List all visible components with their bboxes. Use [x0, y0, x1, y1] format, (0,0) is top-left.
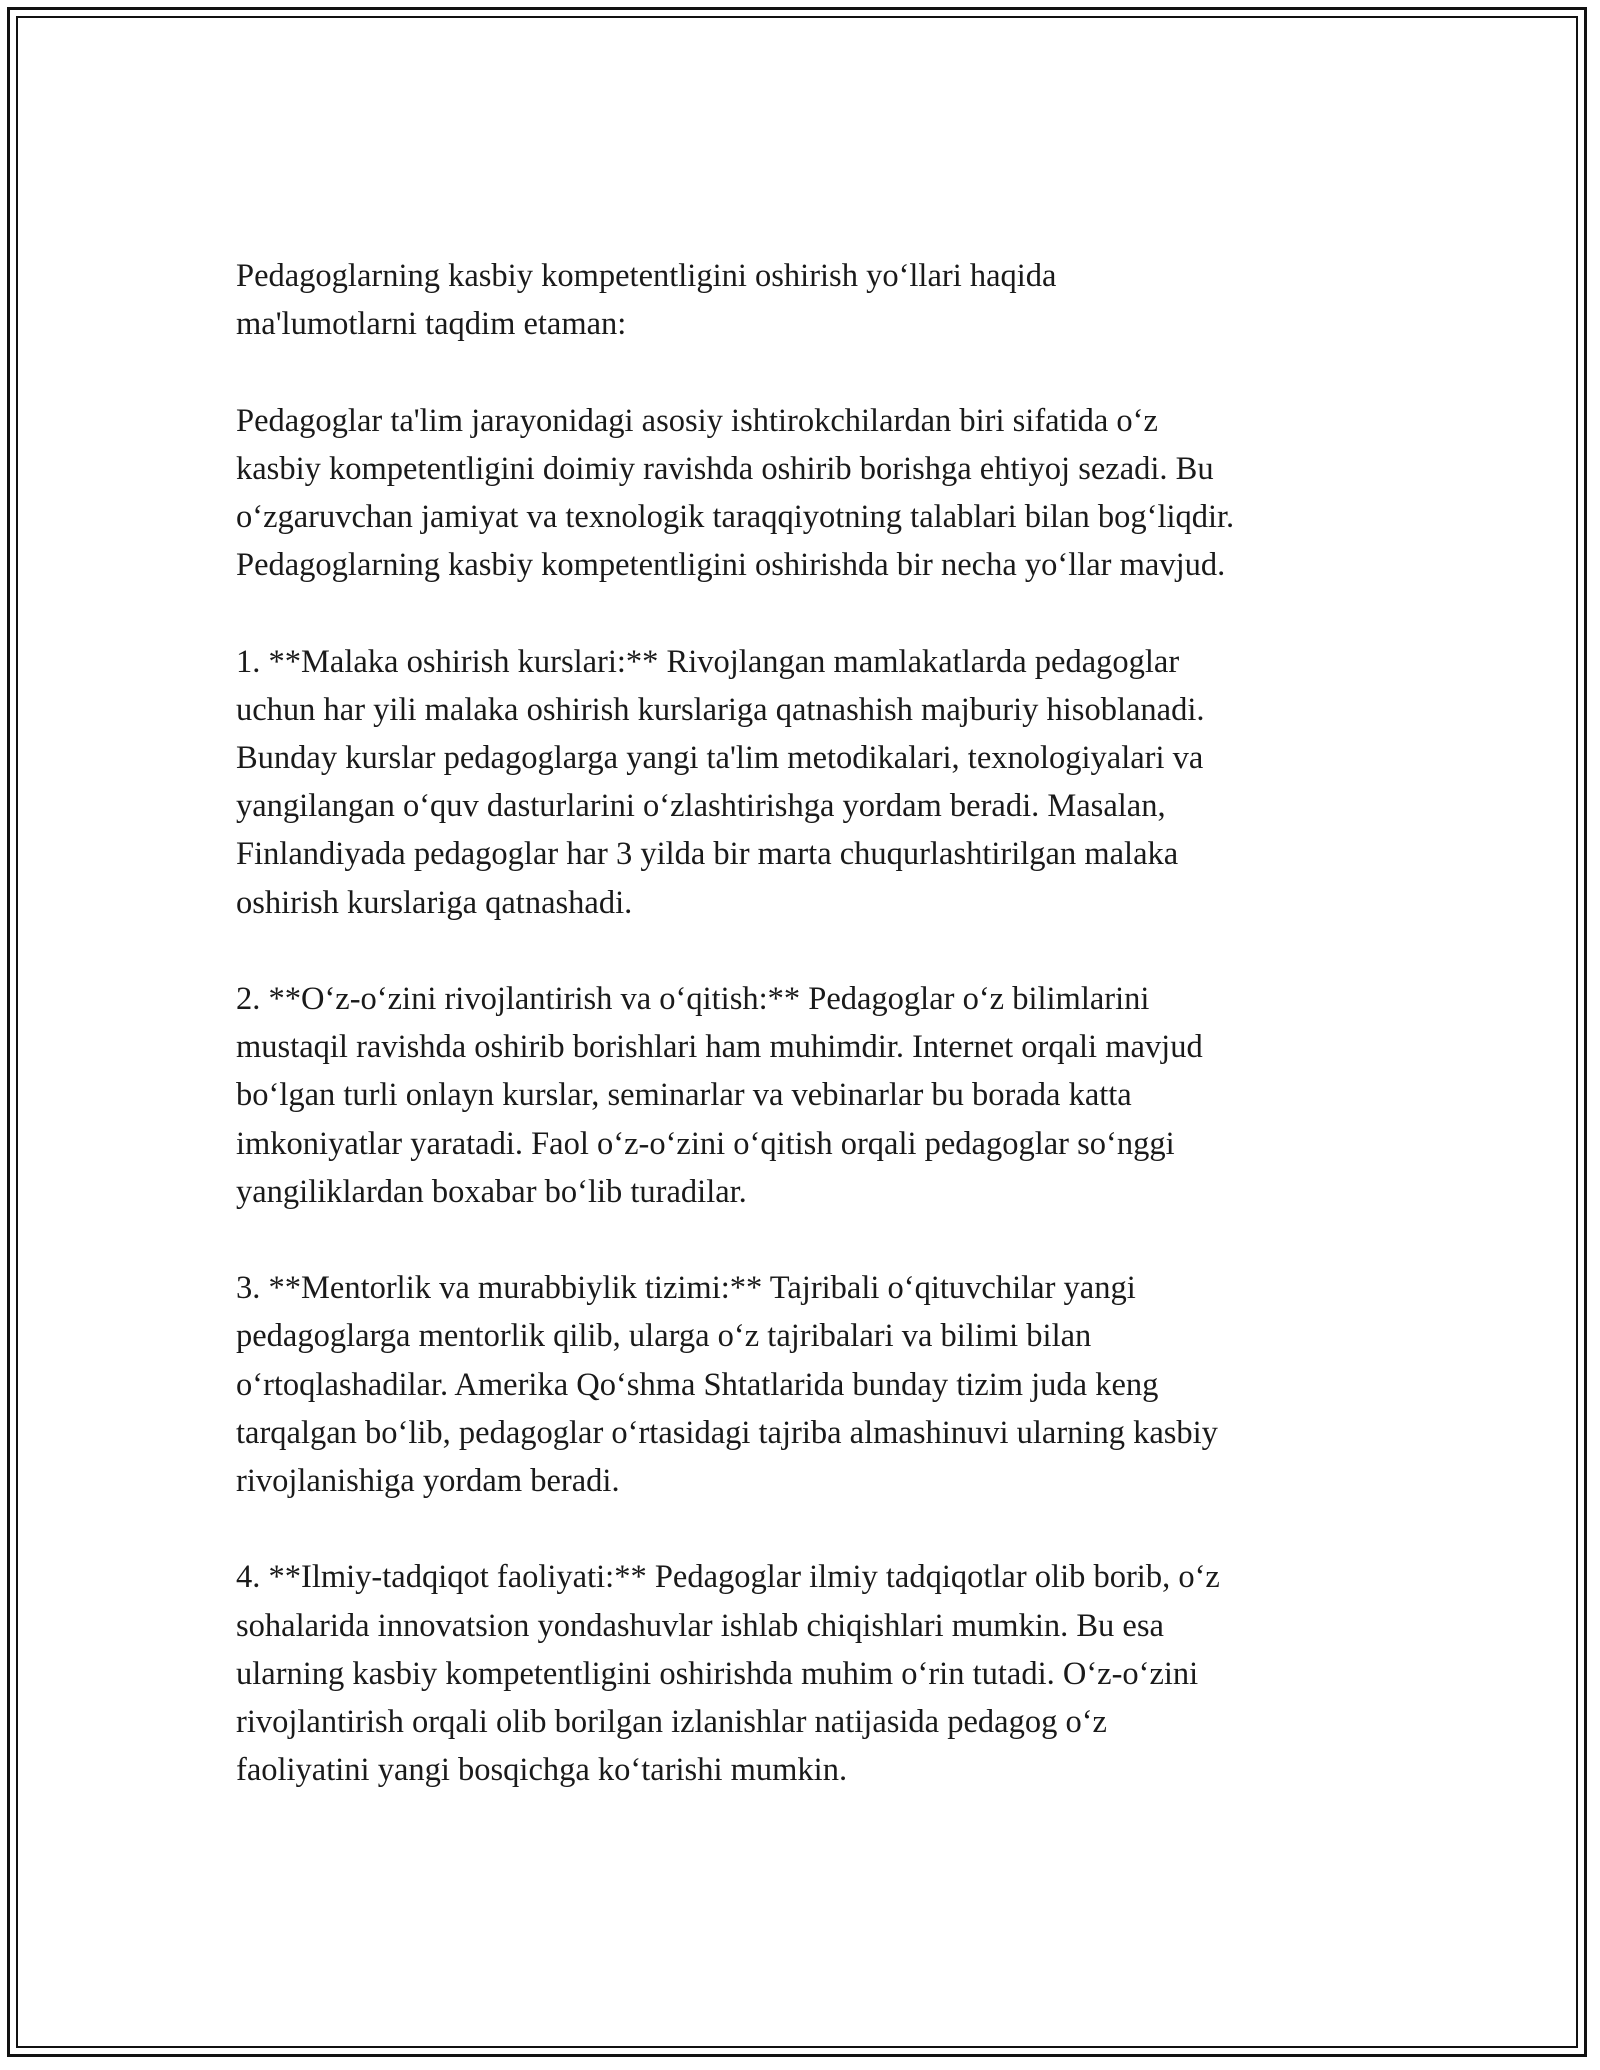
paragraph-item-4 — [236, 1553, 1386, 1794]
text-line: tarqalgan bo‘lib, pedagoglar o‘rtasidagi tajriba almashinuvi ularning kasbiy — [236, 1414, 1218, 1451]
text-line: yangilangan o‘quv dasturlarini o‘zlashtirishga yordam beradi. Masalan, — [236, 788, 1166, 825]
text-line: ma'lumotlarni taqdim etaman: — [236, 306, 627, 343]
paragraph-spacer — [236, 1505, 1386, 1553]
text-line: Bunday kurslar pedagoglarga yangi ta'lim metodikalari, texnologiyalari va — [236, 740, 1204, 776]
text-line: Pedagoglarning kasbiy kompetentligini oshirishda bir necha yo‘llar mavjud. — [236, 547, 1226, 584]
text-line: yangiliklardan boxabar bo‘lib turadilar. — [236, 1173, 747, 1210]
text-line: uchun har yili malaka oshirish kurslariga qatnashish majburiy hisoblanadi. — [236, 691, 1205, 728]
paragraph-item-1 — [236, 638, 1386, 927]
text-line: imkoniyatlar yaratadi. Faol o‘z-o‘zini o‘qitish orqali pedagoglar so‘nggi — [236, 1125, 1175, 1162]
text-line: faoliyatini yangi bosqichga ko‘tarishi mumkin. — [236, 1752, 848, 1789]
paragraph-item-2 — [236, 975, 1386, 1216]
text-line: rivojlanishiga yordam beradi. — [236, 1463, 620, 1500]
paragraph-spacer — [236, 348, 1386, 396]
paragraph-spacer — [236, 927, 1386, 975]
text-line: 4. **Ilmiy-tadqiqot faoliyati:** Pedagoglar ilmiy tadqiqotlar olib borib, o‘z — [236, 1559, 1220, 1596]
text-line: Pedagoglar ta'lim jarayonidagi asosiy ishtirokchilardan biri sifatida o‘z — [236, 402, 1158, 439]
text-line: mustaqil ravishda oshirib borishlari ham muhimdir. Internet orqali mavjud — [236, 1029, 1203, 1066]
text-line: 2. **O‘z-o‘zini rivojlantirish va o‘qitish:** Pedagoglar o‘z bilimlarini — [236, 981, 1150, 1017]
text-line: oshirish kurslariga qatnashadi. — [236, 884, 633, 921]
text-line: sohalarida innovatsion yondashuvlar ishlab chiqishlari mumkin. Bu esa — [236, 1607, 1164, 1644]
text-line: rivojlantirish orqali olib borilgan izlanishlar natijasida pedagog o‘z — [236, 1704, 1107, 1741]
text-line: kasbiy kompetentligini doimiy ravishda oshirib borishga ehtiyoj sezadi. Bu — [236, 450, 1214, 487]
paragraph-spacer — [236, 589, 1386, 637]
text-line: Pedagoglarning kasbiy kompetentligini oshirish yo‘llari haqida — [236, 258, 1057, 294]
text-line: Finlandiyada pedagoglar har 3 yilda bir marta chuqurlashtirilgan malaka — [236, 836, 1179, 873]
text-line: ularning kasbiy kompetentligini oshirishda muhim o‘rin tutadi. O‘z-o‘zini — [236, 1655, 1199, 1692]
document-body — [236, 252, 1386, 1794]
text-line: o‘rtoqlashadilar. Amerika Qo‘shma Shtatlarida bunday tizim juda keng — [236, 1366, 1159, 1403]
paragraph-item-3 — [236, 1264, 1386, 1505]
text-line: pedagoglarga mentorlik qilib, ularga o‘z tajribalari va bilimi bilan — [236, 1318, 1092, 1355]
text-line: 1. **Malaka oshirish kurslari:** Rivojlangan mamlakatlarda pedagoglar — [236, 643, 1180, 680]
paragraph-spacer — [236, 1216, 1386, 1264]
paragraph-intro — [236, 252, 1386, 348]
text-line: o‘zgaruvchan jamiyat va texnologik taraqqiyotning talablari bilan bog‘liqdir. — [236, 499, 1235, 535]
text-line: 3. **Mentorlik va murabbiylik tizimi:** Tajribali o‘qituvchilar yangi — [236, 1270, 1136, 1307]
paragraph-overview — [236, 397, 1386, 590]
text-line: bo‘lgan turli onlayn kurslar, seminarlar va vebinarlar bu borada katta — [236, 1077, 1132, 1114]
